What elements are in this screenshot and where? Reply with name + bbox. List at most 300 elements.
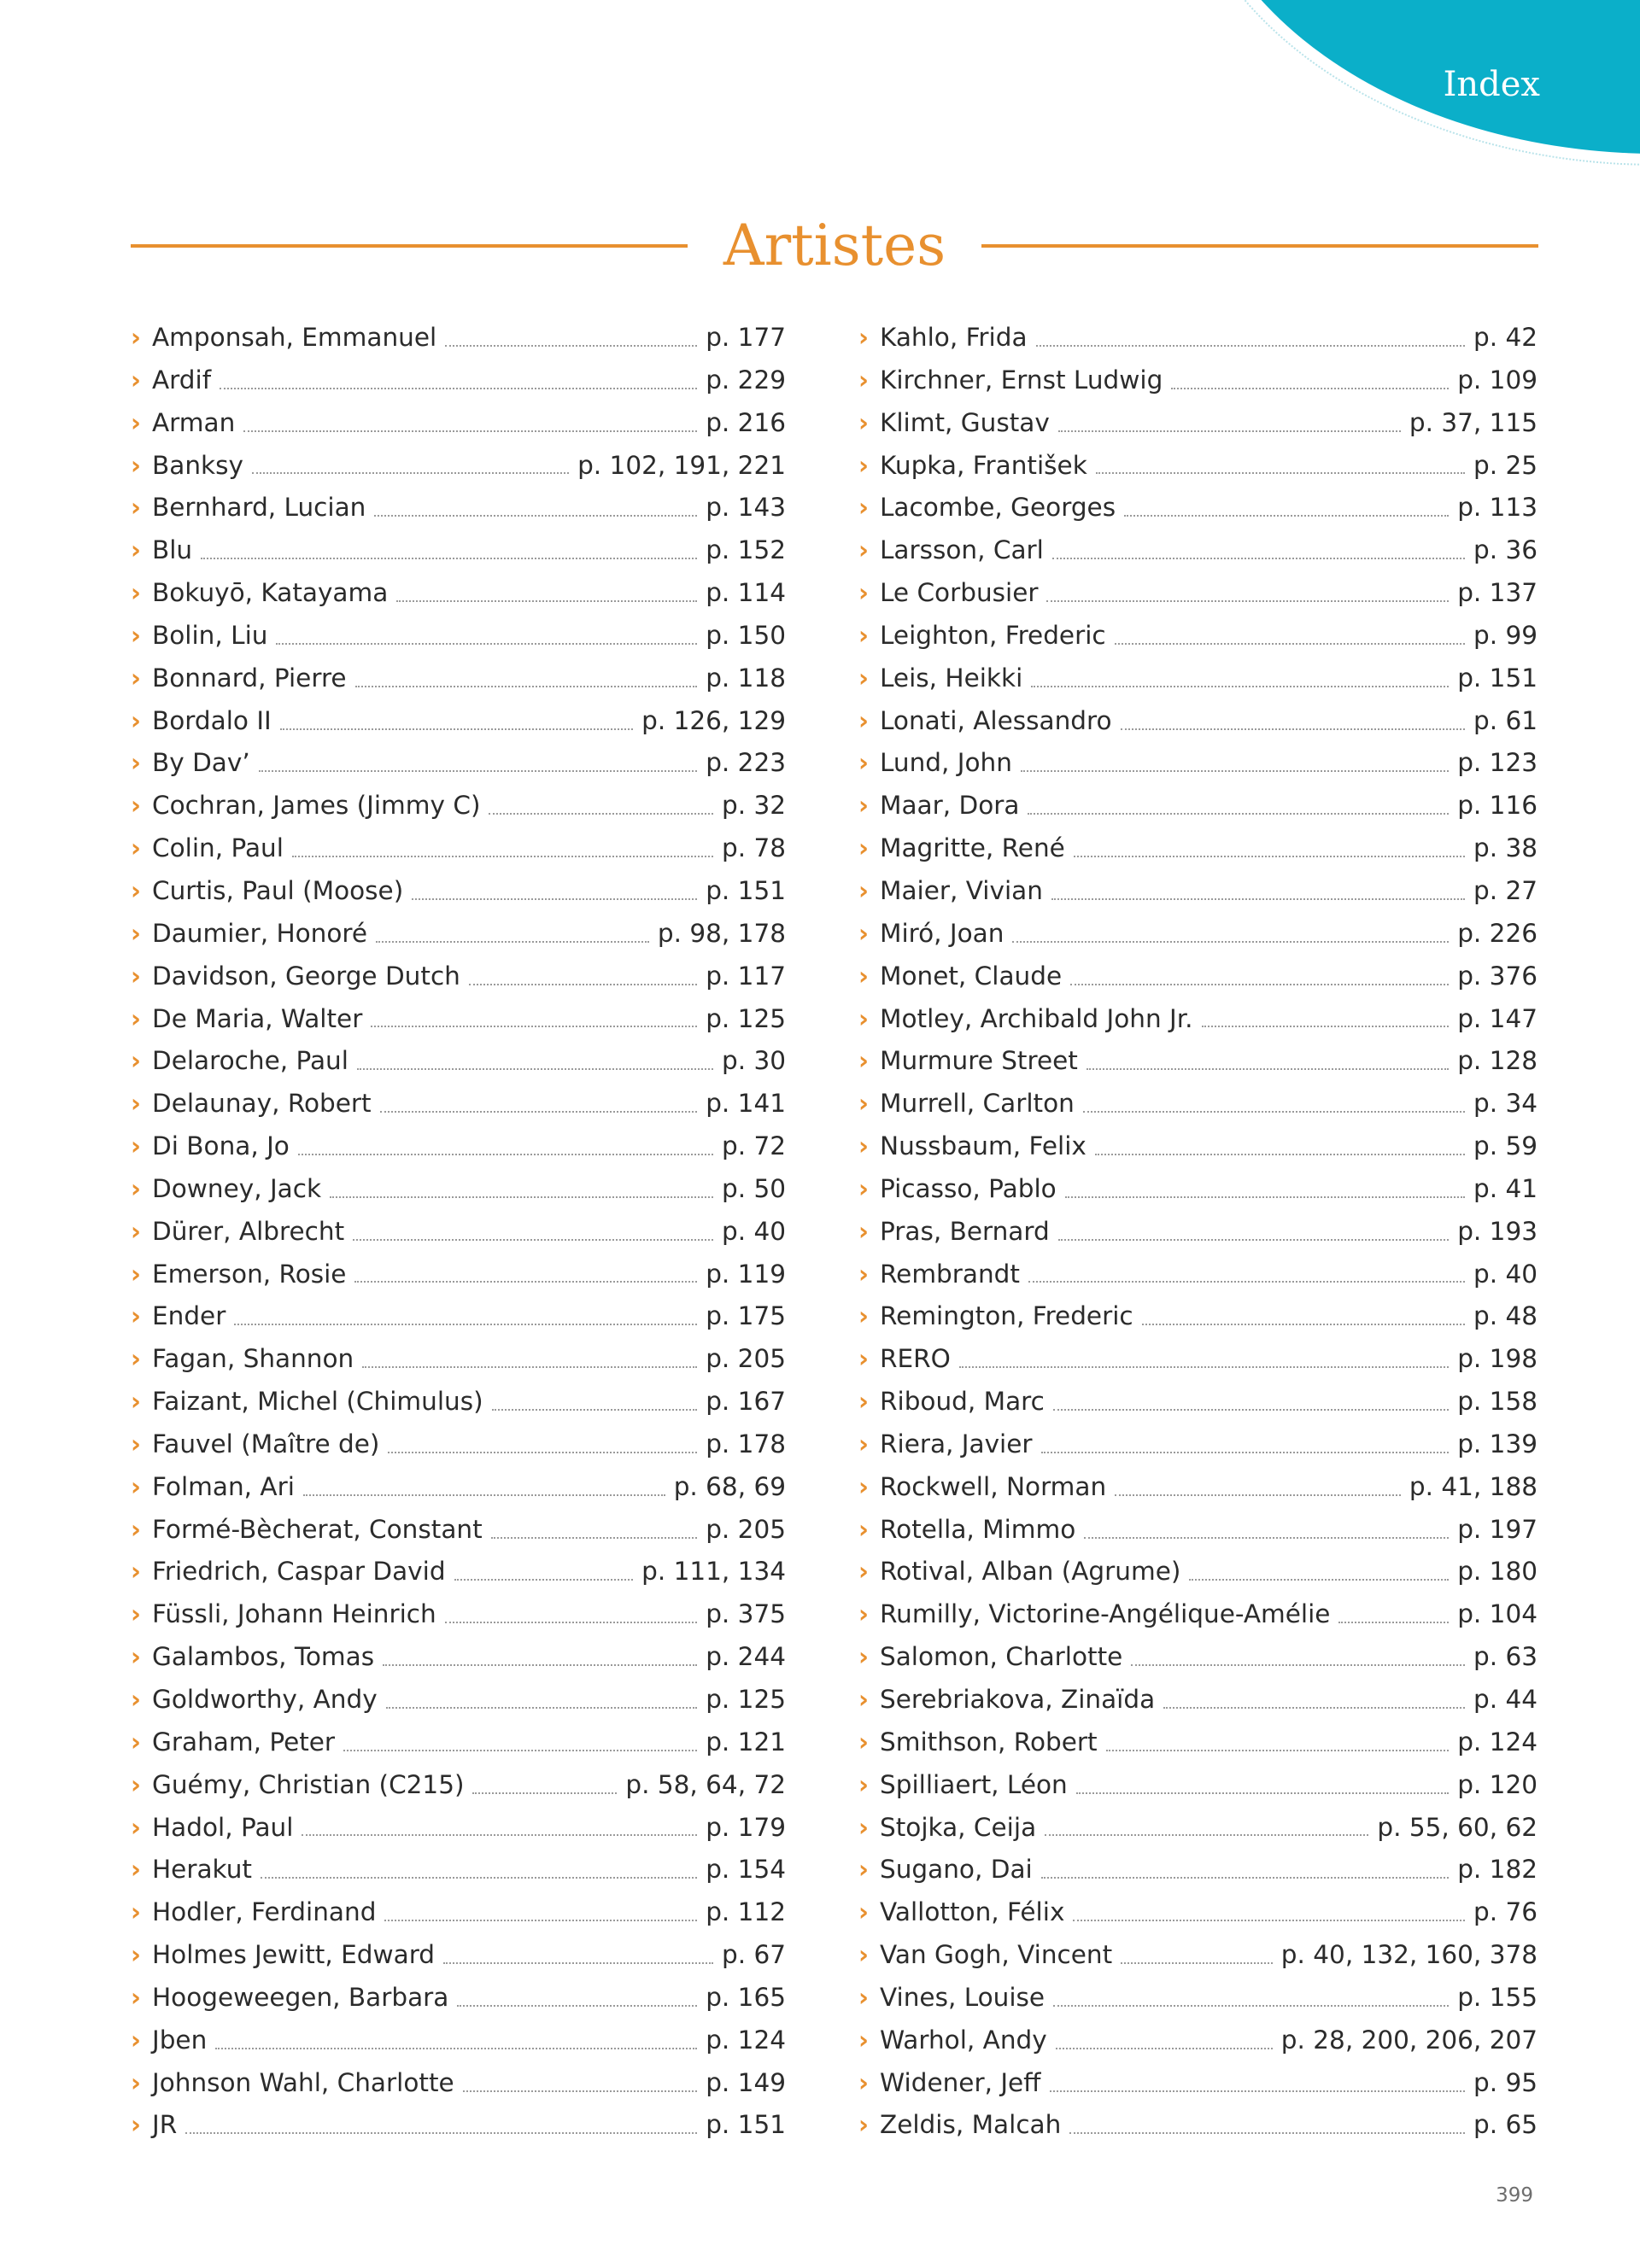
page-reference: p. 167 bbox=[706, 1387, 786, 1417]
chevron-right-icon: › bbox=[131, 1429, 141, 1458]
index-entry bbox=[858, 529, 1538, 572]
dot-leader bbox=[1031, 686, 1449, 687]
index-entry bbox=[131, 742, 786, 785]
artist-name: Ardif bbox=[152, 365, 212, 395]
dot-leader bbox=[388, 1452, 697, 1453]
index-entry bbox=[858, 1125, 1538, 1168]
page-reference: p. 27 bbox=[1473, 875, 1538, 905]
section-label: Index bbox=[1443, 65, 1540, 104]
page-reference: p. 25 bbox=[1473, 450, 1538, 480]
index-entry bbox=[131, 359, 786, 402]
dot-leader bbox=[302, 1834, 697, 1836]
chevron-right-icon: › bbox=[131, 1685, 141, 1714]
chevron-right-icon: › bbox=[858, 1046, 869, 1076]
index-entry bbox=[131, 2104, 786, 2147]
page-reference: p. 151 bbox=[1457, 663, 1538, 693]
index-entry bbox=[858, 742, 1538, 785]
index-entry bbox=[131, 317, 786, 359]
artist-name: Maier, Vivian bbox=[880, 875, 1043, 905]
chevron-right-icon: › bbox=[131, 1259, 141, 1289]
artist-name: Kahlo, Frida bbox=[880, 323, 1028, 352]
page-reference: p. 112 bbox=[706, 1897, 786, 1927]
page-reference: p. 55, 60, 62 bbox=[1377, 1812, 1538, 1842]
artist-name: Bernhard, Lucian bbox=[152, 493, 366, 523]
dot-leader bbox=[1121, 1962, 1273, 1964]
dot-leader bbox=[443, 1962, 713, 1964]
page-reference: p. 61 bbox=[1473, 705, 1538, 735]
index-entry bbox=[131, 1381, 786, 1423]
chevron-right-icon: › bbox=[131, 961, 141, 991]
page-reference: p. 152 bbox=[706, 535, 786, 565]
index-entry bbox=[858, 2104, 1538, 2147]
index-entry bbox=[858, 1509, 1538, 1552]
dot-leader bbox=[489, 813, 713, 815]
index-entry bbox=[858, 317, 1538, 359]
chevron-right-icon: › bbox=[858, 535, 869, 565]
artist-name: Di Bona, Jo bbox=[152, 1131, 290, 1161]
artist-name: Fauvel (Maître de) bbox=[152, 1429, 380, 1458]
page-reference: p. 38 bbox=[1473, 833, 1538, 863]
dot-leader bbox=[1086, 1068, 1449, 1070]
page-reference: p. 42 bbox=[1473, 323, 1538, 352]
artist-name: Lonati, Alessandro bbox=[880, 705, 1112, 735]
chevron-right-icon: › bbox=[131, 1557, 141, 1587]
artist-name: Zeldis, Malcah bbox=[880, 2110, 1062, 2140]
index-entry bbox=[858, 1211, 1538, 1254]
artist-name: Galambos, Tomas bbox=[152, 1642, 375, 1672]
page-reference: p. 229 bbox=[706, 365, 786, 395]
dot-leader bbox=[383, 1664, 697, 1666]
dot-leader bbox=[303, 1494, 665, 1496]
chevron-right-icon: › bbox=[131, 1046, 141, 1076]
artist-name: Riboud, Marc bbox=[880, 1387, 1045, 1417]
artist-name: Murrell, Carlton bbox=[880, 1089, 1075, 1119]
dot-leader bbox=[1052, 558, 1465, 559]
chevron-right-icon: › bbox=[131, 1131, 141, 1161]
chevron-right-icon: › bbox=[858, 407, 869, 437]
dot-leader bbox=[1036, 345, 1465, 347]
dot-leader bbox=[243, 430, 697, 432]
dot-leader bbox=[1202, 1026, 1450, 1027]
index-entry bbox=[131, 827, 786, 870]
page-reference: p. 139 bbox=[1457, 1429, 1538, 1458]
page-reference: p. 216 bbox=[706, 407, 786, 437]
page-reference: p. 151 bbox=[706, 2110, 786, 2140]
artist-name: Folman, Ari bbox=[152, 1471, 295, 1501]
chevron-right-icon: › bbox=[131, 2067, 141, 2097]
page-reference: p. 76 bbox=[1473, 1897, 1538, 1927]
page-reference: p. 205 bbox=[706, 1344, 786, 1374]
dot-leader bbox=[234, 1324, 697, 1325]
index-entry bbox=[131, 658, 786, 700]
artist-name: Leis, Heikki bbox=[880, 663, 1023, 693]
page-reference: p. 175 bbox=[706, 1301, 786, 1331]
index-entry bbox=[131, 998, 786, 1041]
chevron-right-icon: › bbox=[858, 1173, 869, 1203]
artist-name: Widener, Jeff bbox=[880, 2067, 1041, 2097]
index-entry bbox=[131, 2062, 786, 2105]
artist-name: Salomon, Charlotte bbox=[880, 1642, 1123, 1672]
index-entry bbox=[858, 2020, 1538, 2062]
chevron-right-icon: › bbox=[858, 875, 869, 905]
artist-name: Blu bbox=[152, 535, 193, 565]
chevron-right-icon: › bbox=[858, 1812, 869, 1842]
dot-leader bbox=[1058, 1239, 1449, 1241]
page-reference: p. 72 bbox=[721, 1131, 786, 1161]
dot-leader bbox=[1028, 1281, 1465, 1283]
index-entry bbox=[131, 487, 786, 529]
index-entry bbox=[131, 1125, 786, 1168]
artist-name: Jben bbox=[152, 2025, 208, 2055]
index-entry bbox=[131, 1083, 786, 1125]
dot-leader bbox=[445, 345, 697, 347]
page-reference: p. 104 bbox=[1457, 1599, 1538, 1629]
index-entry bbox=[858, 1338, 1538, 1381]
index-entry bbox=[131, 1338, 786, 1381]
chevron-right-icon: › bbox=[131, 1599, 141, 1629]
artist-name: Downey, Jack bbox=[152, 1173, 322, 1203]
dot-leader bbox=[1012, 941, 1449, 943]
index-entry bbox=[131, 1168, 786, 1211]
dot-leader bbox=[1115, 643, 1465, 645]
artist-name: By Dav’ bbox=[152, 748, 250, 778]
page-reference: p. 65 bbox=[1473, 2110, 1538, 2140]
page-reference: p. 165 bbox=[706, 1982, 786, 2012]
dot-leader bbox=[1053, 2005, 1449, 2007]
dot-leader bbox=[1021, 770, 1449, 772]
index-entry bbox=[131, 1211, 786, 1254]
artist-name: Serebriakova, Zinaïda bbox=[880, 1685, 1156, 1714]
artist-name: Goldworthy, Andy bbox=[152, 1685, 378, 1714]
index-entry bbox=[858, 402, 1538, 445]
page-reference: p. 40 bbox=[721, 1216, 786, 1246]
page-reference: p. 179 bbox=[706, 1812, 786, 1842]
page-reference: p. 178 bbox=[706, 1429, 786, 1458]
artist-name: Amponsah, Emmanuel bbox=[152, 323, 437, 352]
index-entry bbox=[858, 615, 1538, 658]
page-reference: p. 109 bbox=[1457, 365, 1538, 395]
artist-name: Remington, Frederic bbox=[880, 1301, 1133, 1331]
chevron-right-icon: › bbox=[131, 1003, 141, 1033]
dot-leader bbox=[201, 558, 697, 559]
chevron-right-icon: › bbox=[858, 1940, 869, 1970]
index-entry bbox=[858, 445, 1538, 488]
artist-name: Arman bbox=[152, 407, 236, 437]
index-entry bbox=[858, 1764, 1538, 1807]
chevron-right-icon: › bbox=[858, 1003, 869, 1033]
dot-leader bbox=[1142, 1324, 1465, 1325]
chevron-right-icon: › bbox=[858, 1727, 869, 1757]
artist-name: Rockwell, Norman bbox=[880, 1471, 1107, 1501]
dot-leader bbox=[357, 1068, 713, 1070]
dot-leader bbox=[354, 1281, 697, 1283]
page-reference: p. 151 bbox=[706, 875, 786, 905]
chevron-right-icon: › bbox=[858, 1599, 869, 1629]
chevron-right-icon: › bbox=[131, 1769, 141, 1799]
dot-leader bbox=[959, 1366, 1449, 1368]
dot-leader bbox=[1074, 856, 1465, 857]
page-reference: p. 67 bbox=[721, 1940, 786, 1970]
dot-leader bbox=[1051, 898, 1465, 900]
index-entry bbox=[131, 2020, 786, 2062]
index-entry bbox=[858, 359, 1538, 402]
dot-leader bbox=[1069, 2132, 1465, 2134]
page-reference: p. 98, 178 bbox=[657, 918, 786, 948]
page-reference: p. 41, 188 bbox=[1409, 1471, 1538, 1501]
page-reference: p. 124 bbox=[1457, 1727, 1538, 1757]
dot-leader bbox=[1053, 1409, 1449, 1411]
artist-name: Bolin, Liu bbox=[152, 620, 268, 650]
artist-name: Cochran, James (Jimmy C) bbox=[152, 791, 481, 821]
dot-leader bbox=[1056, 2048, 1273, 2049]
artist-name: Klimt, Gustav bbox=[880, 407, 1050, 437]
index-entry bbox=[131, 1551, 786, 1593]
dot-leader bbox=[1046, 600, 1449, 602]
page-reference: p. 121 bbox=[706, 1727, 786, 1757]
artist-name: Spilliaert, Léon bbox=[880, 1769, 1068, 1799]
dot-leader bbox=[491, 1537, 698, 1539]
index-entry bbox=[131, 1509, 786, 1552]
chevron-right-icon: › bbox=[131, 1301, 141, 1331]
dot-leader bbox=[353, 1239, 713, 1241]
artist-name: Dürer, Albrecht bbox=[152, 1216, 345, 1246]
chevron-right-icon: › bbox=[858, 1514, 869, 1544]
page-reference: p. 376 bbox=[1457, 961, 1538, 991]
index-entry bbox=[131, 529, 786, 572]
artist-name: Kupka, František bbox=[880, 450, 1087, 480]
dot-leader bbox=[280, 728, 633, 730]
artist-name: Vallotton, Félix bbox=[880, 1897, 1065, 1927]
artist-name: Leighton, Frederic bbox=[880, 620, 1106, 650]
dot-leader bbox=[1073, 1920, 1465, 1921]
page-reference: p. 117 bbox=[706, 961, 786, 991]
artist-name: Daumier, Honoré bbox=[152, 918, 368, 948]
page-reference: p. 63 bbox=[1473, 1642, 1538, 1672]
dot-leader bbox=[469, 984, 697, 985]
dot-leader bbox=[355, 686, 698, 687]
chevron-right-icon: › bbox=[131, 1173, 141, 1203]
index-entry bbox=[131, 1423, 786, 1466]
chevron-right-icon: › bbox=[858, 663, 869, 693]
chevron-right-icon: › bbox=[858, 2110, 869, 2140]
chevron-right-icon: › bbox=[131, 1940, 141, 1970]
chevron-right-icon: › bbox=[858, 1769, 869, 1799]
page-reference: p. 28, 200, 206, 207 bbox=[1280, 2025, 1538, 2055]
index-entry bbox=[858, 998, 1538, 1041]
artist-name: Faizant, Michel (Chimulus) bbox=[152, 1387, 483, 1417]
page-reference: p. 143 bbox=[706, 493, 786, 523]
index-entry bbox=[858, 1254, 1538, 1296]
chevron-right-icon: › bbox=[858, 620, 869, 650]
artist-name: Nussbaum, Felix bbox=[880, 1131, 1086, 1161]
chevron-right-icon: › bbox=[858, 2025, 869, 2055]
index-entry bbox=[858, 1381, 1538, 1423]
chevron-right-icon: › bbox=[858, 748, 869, 778]
artist-name: Murmure Street bbox=[880, 1046, 1078, 1076]
index-column-left bbox=[131, 317, 786, 2147]
dot-leader bbox=[384, 1920, 697, 1921]
chevron-right-icon: › bbox=[131, 620, 141, 650]
dot-leader bbox=[374, 515, 697, 517]
artist-name: Bokuyō, Katayama bbox=[152, 578, 389, 608]
index-entry bbox=[131, 1807, 786, 1850]
artist-name: Colin, Paul bbox=[152, 833, 284, 863]
index-entry bbox=[131, 1295, 786, 1338]
chevron-right-icon: › bbox=[131, 833, 141, 863]
dot-leader bbox=[371, 1026, 697, 1027]
artist-name: Herakut bbox=[152, 1855, 252, 1885]
chevron-right-icon: › bbox=[858, 493, 869, 523]
artist-name: Emerson, Rosie bbox=[152, 1259, 347, 1289]
index-entry bbox=[131, 956, 786, 998]
dot-leader bbox=[1076, 1792, 1449, 1794]
page-reference: p. 124 bbox=[706, 2025, 786, 2055]
dot-leader bbox=[492, 1409, 698, 1411]
chevron-right-icon: › bbox=[858, 323, 869, 352]
artist-name: Rembrandt bbox=[880, 1259, 1020, 1289]
dot-leader bbox=[386, 1707, 698, 1709]
dot-leader bbox=[1096, 472, 1465, 474]
page-reference: p. 58, 64, 72 bbox=[625, 1769, 786, 1799]
dot-leader bbox=[1058, 430, 1401, 432]
dot-leader bbox=[292, 856, 713, 857]
dot-leader bbox=[1189, 1579, 1449, 1581]
page-reference: p. 158 bbox=[1457, 1387, 1538, 1417]
index-entry bbox=[131, 1679, 786, 1721]
artist-name: Ender bbox=[152, 1301, 226, 1331]
chevron-right-icon: › bbox=[858, 1685, 869, 1714]
index-entry bbox=[131, 1764, 786, 1807]
chevron-right-icon: › bbox=[131, 1812, 141, 1842]
dot-leader bbox=[362, 1366, 697, 1368]
chevron-right-icon: › bbox=[131, 1514, 141, 1544]
dot-leader bbox=[298, 1154, 713, 1155]
index-entry bbox=[858, 1934, 1538, 1977]
artist-name: Delaunay, Robert bbox=[152, 1089, 372, 1119]
chevron-right-icon: › bbox=[858, 1344, 869, 1374]
page-reference: p. 111, 134 bbox=[641, 1557, 786, 1587]
dot-leader bbox=[463, 2090, 698, 2092]
artist-name: JR bbox=[152, 2110, 178, 2140]
page-reference: p. 40 bbox=[1473, 1259, 1538, 1289]
dot-leader bbox=[1163, 1707, 1465, 1709]
chevron-right-icon: › bbox=[858, 1131, 869, 1161]
index-entry bbox=[131, 615, 786, 658]
artist-name: Holmes Jewitt, Edward bbox=[152, 1940, 436, 1970]
title-row bbox=[131, 210, 1538, 282]
chevron-right-icon: › bbox=[858, 578, 869, 608]
page-reference: p. 123 bbox=[1457, 748, 1538, 778]
artist-name: Monet, Claude bbox=[880, 961, 1063, 991]
dot-leader bbox=[457, 2005, 697, 2007]
page-reference: p. 99 bbox=[1473, 620, 1538, 650]
page-reference: p. 78 bbox=[721, 833, 786, 863]
chevron-right-icon: › bbox=[131, 918, 141, 948]
title-rule-right bbox=[981, 244, 1538, 248]
dot-leader bbox=[454, 1579, 634, 1581]
artist-name: Pras, Bernard bbox=[880, 1216, 1050, 1246]
artist-name: Motley, Archibald John Jr. bbox=[880, 1003, 1193, 1033]
page-reference: p. 197 bbox=[1457, 1514, 1538, 1544]
page-reference: p. 205 bbox=[706, 1514, 786, 1544]
page-reference: p. 30 bbox=[721, 1046, 786, 1076]
chevron-right-icon: › bbox=[858, 833, 869, 863]
chevron-right-icon: › bbox=[858, 1642, 869, 1672]
page-reference: p. 116 bbox=[1457, 791, 1538, 821]
page-reference: p. 198 bbox=[1457, 1344, 1538, 1374]
index-entry bbox=[131, 1636, 786, 1679]
dot-leader bbox=[1095, 1154, 1465, 1155]
artist-name: Magritte, René bbox=[880, 833, 1065, 863]
artist-name: Le Corbusier bbox=[880, 578, 1039, 608]
page-reference: p. 32 bbox=[721, 791, 786, 821]
artist-name: Picasso, Pablo bbox=[880, 1173, 1057, 1203]
artist-name: Friedrich, Caspar David bbox=[152, 1557, 446, 1587]
artist-name: Stojka, Ceija bbox=[880, 1812, 1037, 1842]
index-entry bbox=[131, 1934, 786, 1977]
chevron-right-icon: › bbox=[131, 1344, 141, 1374]
index-entry bbox=[131, 1891, 786, 1934]
page-reference: p. 180 bbox=[1457, 1557, 1538, 1587]
chevron-right-icon: › bbox=[131, 365, 141, 395]
page-reference: p. 37, 115 bbox=[1409, 407, 1538, 437]
chevron-right-icon: › bbox=[131, 875, 141, 905]
artist-name: Banksy bbox=[152, 450, 243, 480]
dot-leader bbox=[1050, 2090, 1465, 2092]
index-entry bbox=[858, 1466, 1538, 1509]
dot-leader bbox=[1131, 1664, 1465, 1666]
chevron-right-icon: › bbox=[858, 1855, 869, 1885]
dot-leader bbox=[215, 2048, 697, 2049]
page-reference: p. 125 bbox=[706, 1003, 786, 1033]
index-entry bbox=[858, 2062, 1538, 2105]
index-column-right bbox=[858, 317, 1538, 2147]
chevron-right-icon: › bbox=[858, 1259, 869, 1289]
page-reference: p. 182 bbox=[1457, 1855, 1538, 1885]
page-reference: p. 36 bbox=[1473, 535, 1538, 565]
header-banner bbox=[1187, 0, 1640, 154]
index-entry bbox=[858, 870, 1538, 913]
page-reference: p. 147 bbox=[1457, 1003, 1538, 1033]
artist-name: Davidson, George Dutch bbox=[152, 961, 460, 991]
dot-leader bbox=[1065, 1196, 1465, 1198]
chevron-right-icon: › bbox=[131, 1216, 141, 1246]
index-entry bbox=[858, 1891, 1538, 1934]
dot-leader bbox=[261, 1877, 697, 1879]
chevron-right-icon: › bbox=[131, 2110, 141, 2140]
dot-leader bbox=[1083, 1111, 1465, 1113]
page-reference: p. 41 bbox=[1473, 1173, 1538, 1203]
artist-name: Hadol, Paul bbox=[152, 1812, 294, 1842]
page-reference: p. 120 bbox=[1457, 1769, 1538, 1799]
dot-leader bbox=[412, 898, 697, 900]
chevron-right-icon: › bbox=[131, 1089, 141, 1119]
index-entry bbox=[858, 1423, 1538, 1466]
page-reference: p. 119 bbox=[706, 1259, 786, 1289]
index-entry bbox=[858, 1168, 1538, 1211]
artist-name: Warhol, Andy bbox=[880, 2025, 1047, 2055]
chevron-right-icon: › bbox=[858, 1089, 869, 1119]
dot-leader bbox=[1121, 728, 1465, 730]
chevron-right-icon: › bbox=[858, 705, 869, 735]
chevron-right-icon: › bbox=[131, 1471, 141, 1501]
dot-leader bbox=[185, 2132, 697, 2134]
artist-name: Riera, Javier bbox=[880, 1429, 1033, 1458]
index-entry bbox=[858, 1977, 1538, 2020]
index-entry bbox=[131, 572, 786, 615]
artist-name: RERO bbox=[880, 1344, 951, 1374]
dot-leader bbox=[396, 600, 697, 602]
